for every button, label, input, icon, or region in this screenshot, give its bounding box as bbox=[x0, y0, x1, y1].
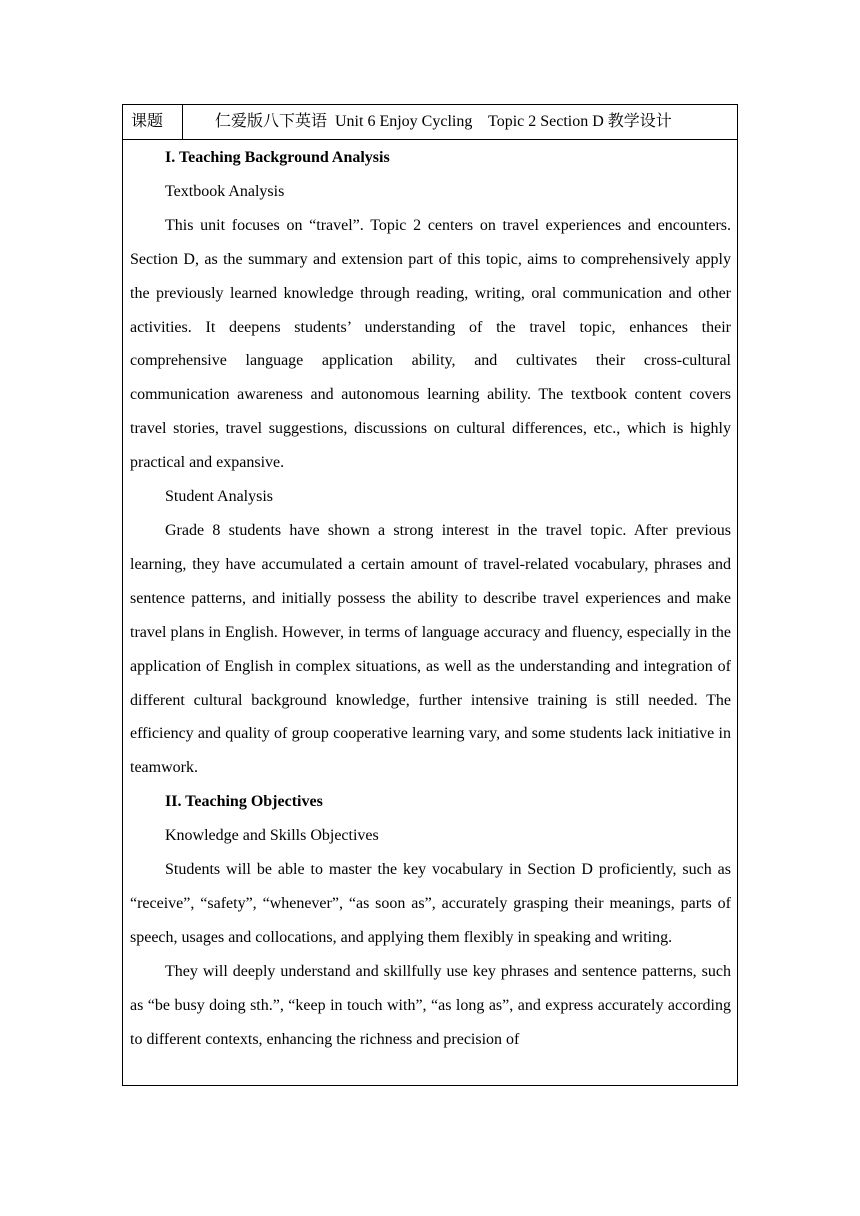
paragraph-knowledge-vocabulary: Students will be able to master the key vocabulary in Section D proficiently, such as “receive”, “safety”, “whenever”, “as soon as”, accurately grasping their meanings, parts of speech, usages and collocations, and applying them flexibly in speaking and writing. bbox=[130, 861, 731, 946]
paragraph-student-analysis: Grade 8 students have shown a strong interest in the travel topic. After previous learning, they have accumulated a certain amount of travel-related vocabulary, phrases and sentence patterns, and initially possess the ability to describe travel experiences and make travel plans in English. However, in terms of language accuracy and fluency, especially in the application of English in complex situations, as well as the understanding and integration of different cultural background knowledge, further intensive training is still needed. The efficiency and quality of group cooperative learning vary, and some students lack initiative in teamwork. bbox=[130, 521, 731, 777]
subheading-knowledge-skills: Knowledge and Skills Objectives bbox=[165, 827, 379, 845]
subheading-textbook-analysis: Textbook Analysis bbox=[165, 182, 285, 200]
table-body-cell bbox=[123, 140, 737, 1085]
paragraph-knowledge-phrases: They will deeply understand and skillfully use key phrases and sentence patterns, such as “be busy doing sth.”, “keep in touch with”, “as long as”, and express accurately according to different contexts, enhancing the richness and precision of bbox=[130, 962, 731, 1048]
lesson-title: 仁爱版八下英语 Unit 6 Enjoy Cycling Topic 2 Section D 教学设计 bbox=[215, 113, 672, 130]
section-heading-objectives: II. Teaching Objectives bbox=[165, 793, 323, 811]
table-header-row bbox=[123, 105, 737, 140]
section-heading-background: I. Teaching Background Analysis bbox=[165, 149, 390, 166]
paragraph-textbook-analysis: This unit focuses on “travel”. Topic 2 centers on travel experiences and encounters. Section D, as the summary and extension part of this topic, aims to comprehensively apply the previously learned knowledge through reading, writing, oral communication and other activities. It deepens students’ understanding of the travel topic, enhances their comprehensive language application ability, and cultivates their cross-cultural communication awareness and autonomous learning ability. The textbook content covers travel stories, travel suggestions, discussions on cultural differences, etc., which is highly practical and expansive. bbox=[130, 216, 731, 472]
topic-label: 课题 bbox=[123, 105, 183, 139]
subheading-student-analysis: Student Analysis bbox=[165, 488, 274, 506]
lesson-plan-table bbox=[122, 104, 738, 1086]
